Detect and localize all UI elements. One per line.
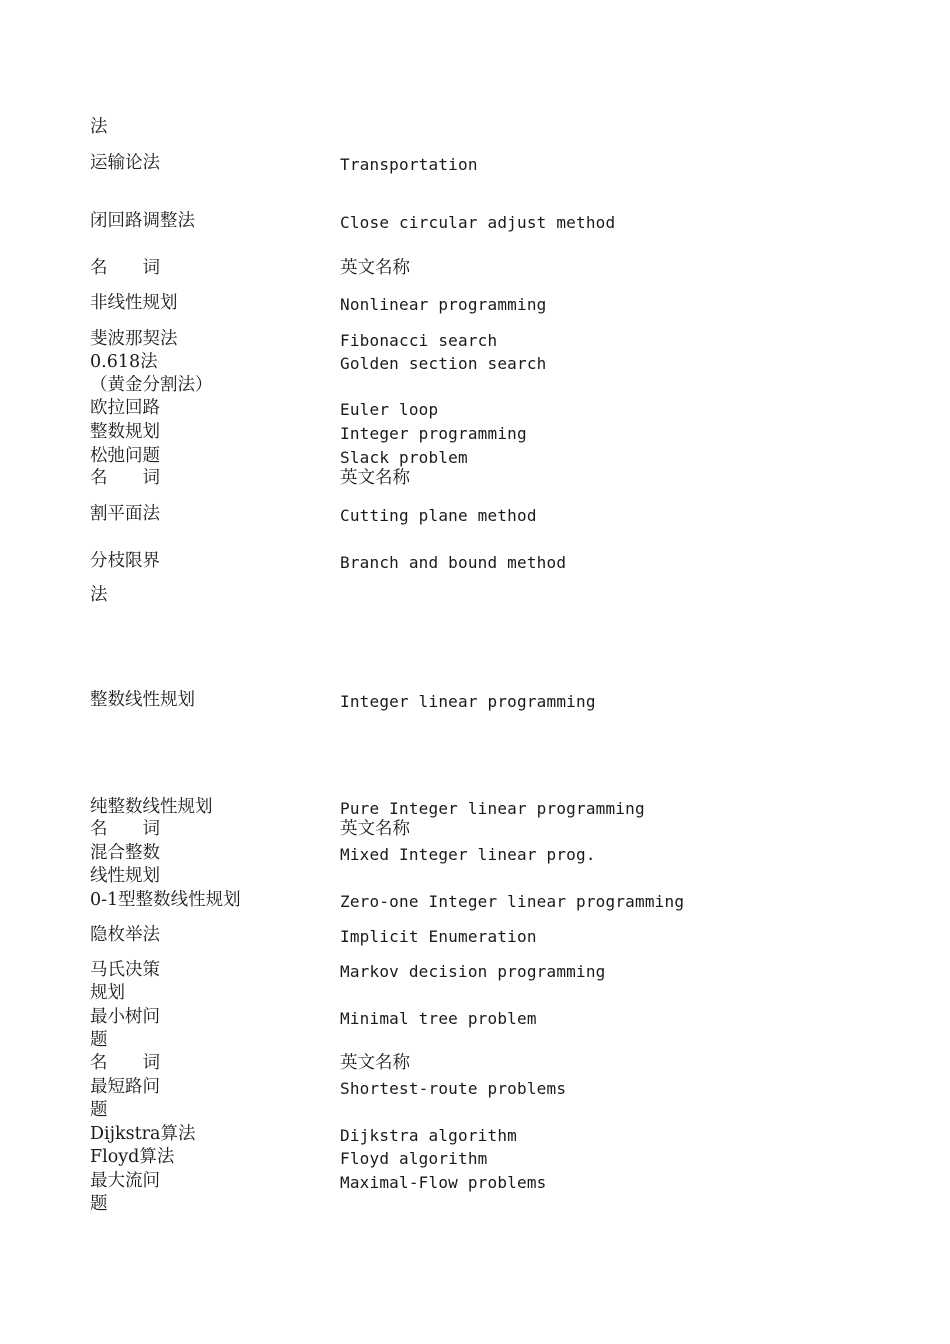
term-zh: 题 — [90, 1100, 108, 1120]
term-zh: 欧拉回路 — [90, 398, 160, 418]
term-zh: 混合整数 — [90, 843, 160, 863]
term-en: Minimal tree problem — [340, 1009, 537, 1028]
term-zh: Dijkstra算法 — [90, 1124, 196, 1144]
term-zh: 闭回路调整法 — [90, 211, 195, 231]
term-en: Integer programming — [340, 424, 527, 443]
term-zh: 纯整数线性规划 — [90, 797, 213, 817]
term-zh: 运输论法 — [90, 153, 160, 173]
term-zh: 松弛问题 — [90, 446, 160, 466]
column-header-english-name: 英文名称 — [340, 819, 410, 839]
term-zh: Floyd算法 — [90, 1147, 175, 1167]
column-header-english-name: 英文名称 — [340, 468, 410, 488]
term-en: Nonlinear programming — [340, 295, 547, 314]
term-en: Maximal-Flow problems — [340, 1173, 547, 1192]
term-zh: 0-1型整数线性规划 — [90, 890, 241, 910]
column-header-term: 名 词 — [90, 468, 160, 488]
term-en: Fibonacci search — [340, 331, 498, 350]
column-header-english-name: 英文名称 — [340, 1053, 410, 1073]
term-zh-note: （黄金分割法） — [90, 375, 213, 395]
term-zh: 法 — [90, 117, 108, 137]
term-en: Cutting plane method — [340, 506, 537, 525]
term-zh: 整数规划 — [90, 422, 160, 442]
term-zh: 题 — [90, 1030, 108, 1050]
term-zh: 最短路问 — [90, 1077, 160, 1097]
term-zh: 线性规划 — [90, 866, 160, 886]
term-en: Integer linear programming — [340, 692, 596, 711]
term-zh: 非线性规划 — [90, 293, 178, 313]
term-zh: 整数线性规划 — [90, 690, 195, 710]
column-header-english-name: 英文名称 — [340, 258, 410, 278]
term-en: Markov decision programming — [340, 962, 606, 981]
term-en: Shortest-route problems — [340, 1079, 567, 1098]
term-en: Zero-one Integer linear programming — [340, 892, 685, 911]
term-zh: 割平面法 — [90, 504, 160, 524]
term-en: Mixed Integer linear prog. — [340, 845, 596, 864]
term-en: Floyd algorithm — [340, 1149, 488, 1168]
term-zh: 最小树问 — [90, 1007, 160, 1027]
term-en: Branch and bound method — [340, 553, 567, 572]
term-en: Dijkstra algorithm — [340, 1126, 517, 1145]
term-en: Golden section search — [340, 354, 547, 373]
term-en: Pure Integer linear programming — [340, 799, 645, 818]
term-en: Slack problem — [340, 448, 468, 467]
term-zh: 斐波那契法 — [90, 329, 178, 349]
column-header-term: 名 词 — [90, 1053, 160, 1073]
term-zh: 0.618法 — [90, 352, 158, 372]
term-en: Transportation — [340, 155, 478, 174]
column-header-term: 名 词 — [90, 819, 160, 839]
term-zh: 马氏决策 — [90, 960, 160, 980]
term-en: Implicit Enumeration — [340, 927, 537, 946]
term-zh: 分枝限界 — [90, 551, 160, 571]
term-zh: 最大流问 — [90, 1171, 160, 1191]
column-header-term: 名 词 — [90, 258, 160, 278]
term-en: Euler loop — [340, 400, 439, 419]
term-zh: 隐枚举法 — [90, 925, 160, 945]
term-zh: 规划 — [90, 983, 125, 1003]
term-zh: 法 — [90, 585, 108, 605]
term-en: Close circular adjust method — [340, 213, 616, 232]
term-zh: 题 — [90, 1194, 108, 1214]
